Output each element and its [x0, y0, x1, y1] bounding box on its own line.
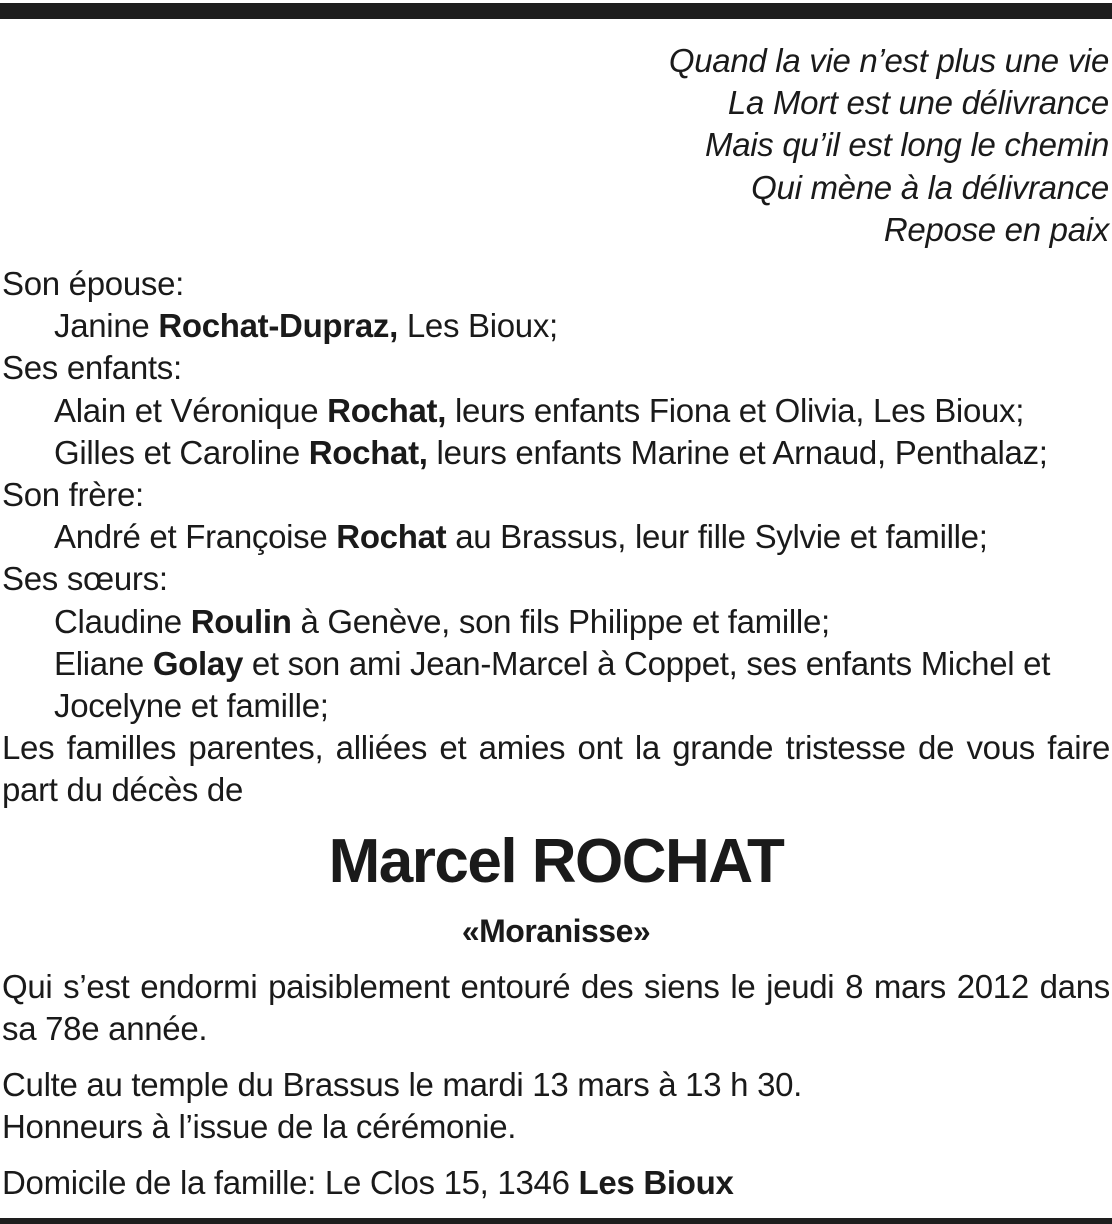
spouse-entry [2, 305, 1110, 347]
child-entry [2, 432, 1110, 474]
entry-text: au Brassus, leur fille Sylvie et famille; [446, 518, 988, 556]
entry-surname: Rochat, [308, 433, 428, 471]
poem-line: Qui mène à la délivrance [751, 168, 1109, 206]
entry-text: Eliane [54, 644, 153, 682]
entry-surname: Roulin [190, 602, 292, 640]
child-entry [2, 390, 1110, 432]
epitaph-poem [669, 40, 1109, 251]
entry-text: Janine [54, 307, 159, 345]
deceased-nickname: «Moranisse» [461, 913, 651, 949]
deceased-name: Marcel ROCHAT [328, 827, 784, 896]
entry-surname: Rochat, [327, 391, 447, 429]
sister-entry [2, 601, 1110, 643]
poem-line: Quand la vie n’est plus une vie [668, 42, 1109, 79]
service-line: Culte au temple du Brassus le mardi 13 mars à 13 h 30. [2, 1066, 803, 1103]
poem-line: Repose en paix [883, 210, 1109, 248]
brother-heading: Son frère: [2, 476, 144, 514]
domicile-line [2, 1162, 1110, 1204]
children-heading: Ses enfants: [2, 349, 182, 387]
announcement-text: Les familles parentes, alliées et amies ont la grande tristesse de vous faire part du décès de [2, 729, 1110, 809]
sister-entry [2, 643, 1110, 727]
entry-surname: Golay [152, 644, 244, 682]
entry-text: Alain et Véronique [54, 391, 328, 429]
brother-entry [2, 516, 1110, 558]
domicile-town: Les Bioux [578, 1164, 734, 1201]
entry-text: Gilles et Caroline [54, 433, 309, 471]
sisters-heading: Ses sœurs: [2, 560, 168, 598]
death-notice: Qui s’est endormi paisiblement entouré des siens le jeudi 8 mars 2012 dans sa 78e année. [2, 968, 1110, 1048]
family-list [2, 263, 1110, 812]
entry-text: et son ami Jean-Marcel à Coppet, ses enfants Michel et Jocelyne et famille; [54, 644, 1051, 725]
spouse-heading: Son épouse: [2, 265, 185, 302]
bottom-rule [0, 1218, 1112, 1224]
entry-text: Claudine [54, 602, 191, 640]
top-rule [0, 3, 1112, 19]
service-info [2, 1064, 1110, 1148]
entry-text: leurs enfants Fiona et Olivia, Les Bioux; [446, 391, 1025, 429]
domicile-text: Domicile de la famille: Le Clos 15, 1346 [2, 1164, 579, 1201]
entry-text: Les Bioux; [397, 307, 558, 345]
poem-line: Mais qu’il est long le chemin [705, 126, 1109, 164]
entry-surname: Rochat-Dupraz, [158, 307, 398, 345]
entry-text: leurs enfants Marine et Arnaud, Penthalaz; [427, 433, 1048, 471]
poem-line: La Mort est une délivrance [727, 84, 1109, 122]
entry-text: à Genève, son fils Philippe et famille; [291, 602, 830, 640]
service-line: Honneurs à l’issue de la cérémonie. [2, 1108, 517, 1146]
family-domicile [2, 1162, 1110, 1204]
entry-text: André et Françoise [54, 518, 337, 556]
entry-surname: Rochat [336, 518, 447, 556]
